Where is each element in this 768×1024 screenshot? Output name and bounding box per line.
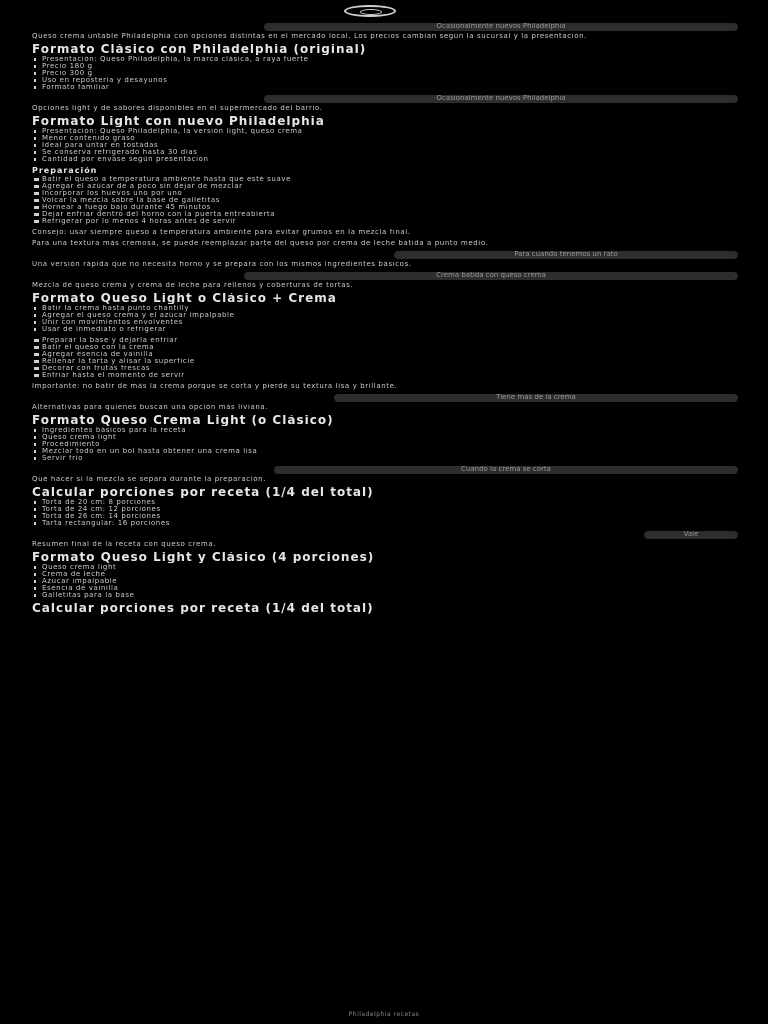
list-item: Servir frío: [32, 455, 738, 462]
list-item: Precio 180 g: [32, 63, 738, 70]
section-pill: Cuando la crema se corta: [274, 466, 738, 474]
list-item: Decorar con frutas frescas: [32, 365, 738, 372]
list-item: Formato familiar: [32, 84, 738, 91]
list-item: Presentación: Queso Philadelphia, la versión light, queso crema: [32, 128, 738, 135]
section-intro: Queso crema untable Philadelphia con opciones distintas en el mercado local. Los precios cambian según la sucursal y la presentación.: [32, 33, 587, 40]
item-list: [32, 305, 738, 333]
list-item: Esencia de vainilla: [32, 585, 738, 592]
note-paragraph: Consejo: usar siempre queso a temperatura ambiente para evitar grumos en la mezcla final.: [32, 229, 411, 236]
section-heading: Formato Light con nuevo Philadelphia: [32, 116, 325, 127]
item-list: [32, 564, 738, 599]
list-item: Precio 300 g: [32, 70, 738, 77]
section-pill: Ocasionalmente nuevos Philadelphia: [264, 23, 738, 31]
section-heading: Formato Queso Light y Clásico (4 porciones): [32, 552, 375, 563]
item-list: [32, 56, 738, 91]
item-list: [32, 427, 738, 462]
list-item: Refrigerar por lo menos 4 horas antes de servir: [32, 218, 738, 225]
list-item: Tarta rectangular: 16 porciones: [32, 520, 738, 527]
list-item: Torta de 24 cm: 12 porciones: [32, 506, 738, 513]
section-heading: Calcular porciones por receta (1/4 del total): [32, 603, 374, 614]
list-item: Dejar enfriar dentro del horno con la puerta entreabierta: [32, 211, 738, 218]
section-heading: Formato Queso Light o Clásico + Crema: [32, 293, 337, 304]
brand-logo-icon: [344, 5, 396, 17]
section-intro: Opciones light y de sabores disponibles en el supermercado del barrio.: [32, 105, 323, 112]
list-item: Batir la crema hasta punto chantilly: [32, 305, 738, 312]
article-body: [32, 22, 738, 1007]
list-item: Agregar esencia de vainilla: [32, 351, 738, 358]
section-pill: Para cuando tenemos un rato: [394, 251, 738, 259]
list-item: Incorporar los huevos uno por uno: [32, 190, 738, 197]
list-item: Unir con movimientos envolventes: [32, 319, 738, 326]
list-item: Torta de 20 cm: 8 porciones: [32, 499, 738, 506]
item-list: [32, 128, 738, 163]
list-item: Queso crema light: [32, 564, 738, 571]
list-item: Agregar el azúcar de a poco sin dejar de mezclar: [32, 183, 738, 190]
section-pill: Ocasionalmente nuevos Philadelphia: [264, 95, 738, 103]
section-intro: Alternativas para quienes buscan una opción más liviana.: [32, 404, 269, 411]
list-item: Menor contenido graso: [32, 135, 738, 142]
list-item: Agregar el queso crema y el azúcar impalpable: [32, 312, 738, 319]
note-paragraph: Para una textura más cremosa, se puede reemplazar parte del queso por crema de leche batida a punto medio.: [32, 240, 489, 247]
list-item: Azúcar impalpable: [32, 578, 738, 585]
steps-title: Preparación: [32, 167, 98, 175]
list-item: Hornear a fuego bajo durante 45 minutos: [32, 204, 738, 211]
list-item: Torta de 26 cm: 14 porciones: [32, 513, 738, 520]
list-item: Ingredientes básicos para la receta: [32, 427, 738, 434]
list-item: Enfriar hasta el momento de servir: [32, 372, 738, 379]
list-item: Batir el queso con la crema: [32, 344, 738, 351]
section-heading: Formato Queso Crema Light (o Clásico): [32, 415, 334, 426]
section-text: Una versión rápida que no necesita horno y se prepara con los mismos ingredientes básicos.: [32, 261, 412, 268]
steps-list: [32, 337, 738, 379]
section-pill: Vale: [644, 531, 738, 539]
list-item: Procedimiento: [32, 441, 738, 448]
list-item: Galletitas para la base: [32, 592, 738, 599]
section-intro: Qué hacer si la mezcla se separa durante la preparación.: [32, 476, 267, 483]
section-intro: Resumen final de la receta con queso crema.: [32, 541, 217, 548]
list-item: Batir el queso a temperatura ambiente hasta que esté suave: [32, 176, 738, 183]
section-pill: Crema batida con queso crema: [244, 272, 738, 280]
list-item: Se conserva refrigerado hasta 30 días: [32, 149, 738, 156]
section-heading: Formato Clásico con Philadelphia (original): [32, 44, 367, 55]
section-heading: Calcular porciones por receta (1/4 del total): [32, 487, 374, 498]
section-intro: Mezcla de queso crema y crema de leche para rellenos y coberturas de tortas.: [32, 282, 354, 289]
list-item: Rellenar la tarta y alisar la superficie: [32, 358, 738, 365]
steps-list: [32, 176, 738, 225]
page-footer: Philadelphia recetas: [348, 1011, 420, 1018]
item-list: [32, 499, 738, 527]
list-item: Preparar la base y dejarla enfriar: [32, 337, 738, 344]
list-item: Queso crema light: [32, 434, 738, 441]
list-item: Presentación: Queso Philadelphia, la marca clásica, a raya fuerte: [32, 56, 738, 63]
section-pill: Tiene más de la crema: [334, 394, 738, 402]
list-item: Mezclar todo en un bol hasta obtener una crema lisa: [32, 448, 738, 455]
list-item: Uso en repostería y desayunos: [32, 77, 738, 84]
list-item: Crema de leche: [32, 571, 738, 578]
note-paragraph: Importante: no batir de más la crema porque se corta y pierde su textura lisa y brillante.: [32, 383, 398, 390]
list-item: Volcar la mezcla sobre la base de galletitas: [32, 197, 738, 204]
list-item: Usar de inmediato o refrigerar: [32, 326, 738, 333]
list-item: Ideal para untar en tostadas: [32, 142, 738, 149]
list-item: Cantidad por envase según presentación: [32, 156, 738, 163]
